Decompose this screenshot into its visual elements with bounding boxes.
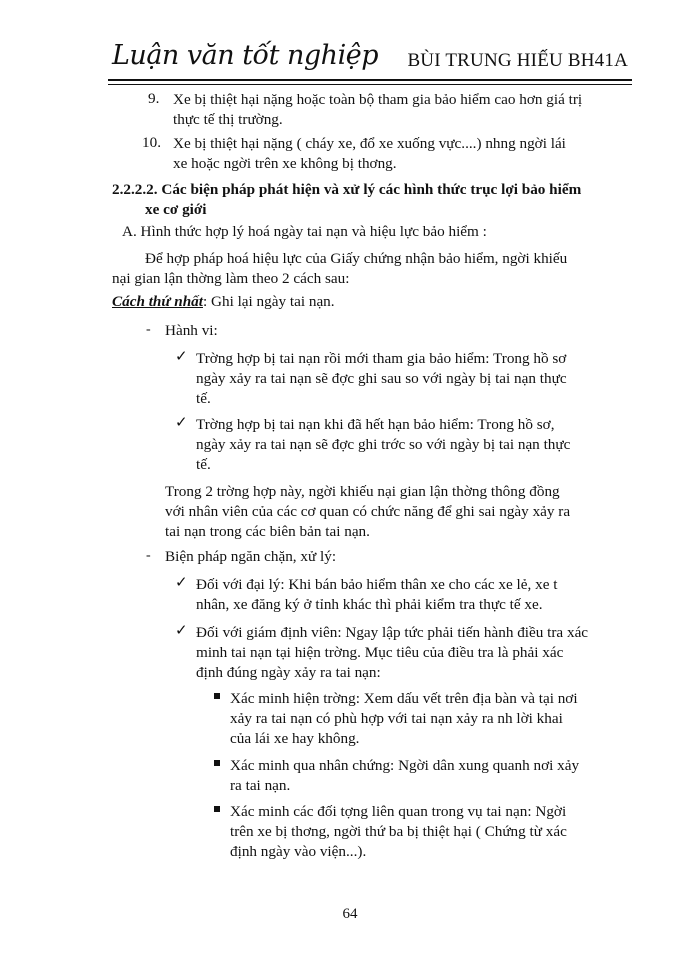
text-line: tế. — [196, 456, 211, 473]
text-line: tế. — [196, 390, 211, 407]
method-label: Cách thứ nhất — [112, 293, 203, 310]
body-paragraph — [165, 482, 611, 542]
check-item — [196, 415, 611, 475]
check-item — [196, 575, 616, 615]
text-line: của lái xe hay không. — [230, 730, 360, 747]
dash-item: Biện pháp ngăn chặn, xử lý: — [165, 548, 337, 565]
intro-paragraph — [112, 249, 612, 289]
checkmark-icon: ✓ — [175, 349, 188, 365]
method-text: : Ghi lại ngày tai nạn. — [202, 293, 335, 310]
method-line — [112, 293, 335, 311]
subsection-title: A. Hình thức hợp lý hoá ngày tai nạn và hiệu lực bảo hiểm : — [122, 223, 487, 240]
text-line: Xe bị thiệt hại nặng ( cháy xe, đổ xe xuống vực....) nhng ngời lái — [173, 135, 566, 152]
list-number: 10. — [142, 134, 161, 151]
text-line: Xác minh các đối tợng liên quan trong vụ tai nạn: Ngời — [230, 803, 567, 820]
section-heading — [112, 180, 622, 220]
header-author: BÙI TRUNG HIẾU BH41A — [407, 50, 628, 71]
text-line: nhân, xe đăng ký ở tỉnh khác thì phải kiểm tra thực tế xe. — [196, 596, 543, 613]
check-item — [196, 623, 616, 683]
dash-item: Hành vi: — [165, 322, 218, 339]
sub-item — [230, 689, 615, 749]
text-line: ngày xảy ra tai nạn sẽ đợc ghi sau so với ngày bị tai nạn thực — [196, 370, 567, 387]
text-line: Trờng hợp bị tai nạn rồi mới tham gia bảo hiểm: Trong hồ sơ — [196, 350, 567, 367]
text-line: định đúng ngày xảy ra tai nạn: — [196, 664, 381, 681]
text-line: Đối với giám định viên: Ngay lập tức phải tiến hành điều tra xác — [196, 624, 589, 641]
header-rule-thin — [108, 84, 632, 85]
square-bullet-icon — [214, 760, 220, 766]
page-number: 64 — [342, 906, 358, 922]
text-line: Xe bị thiệt hại nặng hoặc toàn bộ tham gia bảo hiểm cao hơn giá trị — [173, 91, 583, 108]
text-line: Trờng hợp bị tai nạn khi đã hết hạn bảo hiểm: Trong hồ sơ, — [196, 416, 555, 433]
checkmark-icon: ✓ — [175, 623, 188, 639]
text-line: trên xe bị thơng, ngời thứ ba bị thiệt hại ( Chứng từ xác — [230, 823, 567, 840]
text-line: Xác minh hiện trờng: Xem dấu vết trên địa bàn và tại nơi — [230, 690, 578, 707]
text-line: Đối với đại lý: Khi bán bảo hiểm thân xe cho các xe lẻ, xe t — [196, 576, 558, 593]
list-item — [173, 90, 609, 130]
text-line: minh tai nạn tại hiện trờng. Mục tiêu của điều tra là phải xác — [196, 644, 564, 661]
text-line: ngày xảy ra tai nạn sẽ đợc ghi trớc so với ngày bị tai nạn thực — [196, 436, 571, 453]
text-line: thực tế thị trường. — [173, 111, 283, 128]
square-bullet-icon — [214, 693, 220, 699]
text-line: Xác minh qua nhân chứng: Ngời dân xung quanh nơi xảy — [230, 757, 580, 774]
text-line: xảy ra tai nạn có phù hợp với tai nạn xảy ra nh lời khai — [230, 710, 563, 727]
header-rule-thick — [108, 79, 632, 81]
square-bullet-icon — [214, 806, 220, 812]
text-line: xe hoặc ngời trên xe không bị thơng. — [173, 155, 397, 172]
checkmark-icon: ✓ — [175, 575, 188, 591]
text-line: với nhân viên của các cơ quan có chức năng để ghi sai ngày xảy ra — [165, 503, 571, 520]
text-line: ra tai nạn. — [230, 777, 291, 794]
dash-bullet-icon: - — [146, 322, 151, 337]
heading-line: 2.2.2.2. Các biện pháp phát hiện và xử lý các hình thức trục lợi bảo hiểm — [112, 181, 582, 198]
text-line: nại gian lận thờng làm theo 2 cách sau: — [112, 270, 350, 287]
dash-bullet-icon: - — [146, 548, 151, 563]
header-title: Luận văn tốt nghiệp — [112, 40, 378, 71]
list-number: 9. — [148, 90, 160, 107]
text-line: Để hợp pháp hoá hiệu lực của Giấy chứng nhận bảo hiểm, ngời khiếu — [145, 250, 568, 267]
checkmark-icon: ✓ — [175, 415, 188, 431]
text-line: tai nạn trong các biên bản tai nạn. — [165, 523, 370, 540]
sub-item — [230, 802, 615, 862]
heading-line: xe cơ giới — [145, 201, 207, 218]
sub-item — [230, 756, 615, 796]
text-line: định ngày vào viện...). — [230, 843, 367, 860]
check-item — [196, 349, 611, 409]
list-item — [173, 134, 609, 174]
text-line: Trong 2 trờng hợp này, ngời khiếu nại gian lận thờng thông đồng — [165, 483, 560, 500]
